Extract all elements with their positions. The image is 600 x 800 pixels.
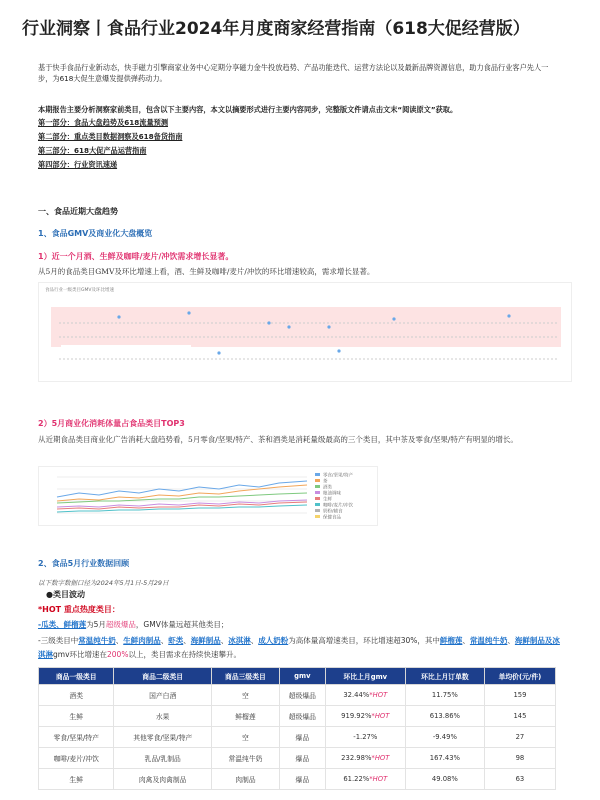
table-header: 商品一级类目	[39, 668, 114, 685]
table-cell: 爆品	[279, 769, 325, 790]
line1-super: 超级爆品	[105, 620, 136, 629]
toc-item-1[interactable]: 第一部分：食品大盘趋势及618流量预测	[38, 118, 169, 127]
table-cell: -1.27%	[325, 727, 405, 748]
subsection-heading-2: 2、食品5月行业数据回顾	[38, 559, 130, 568]
table-cell: 爆品	[279, 727, 325, 748]
line2-link[interactable]: 鲜榴莲	[439, 636, 463, 645]
table-cell: 63	[484, 769, 555, 790]
hot-tag: *HOT	[371, 712, 390, 720]
table-cell: 49.08%	[405, 769, 484, 790]
table-header: gmv	[279, 668, 325, 685]
chart1-point	[117, 315, 120, 318]
table-cell: 145	[484, 706, 555, 727]
table-cell: 生鲜	[39, 706, 114, 727]
section-heading-1: 一、食品近期大盘趋势	[38, 207, 118, 216]
chart2-legend-label: 粮油调味	[323, 491, 341, 497]
line2-link[interactable]: 常温纯牛奶	[469, 636, 508, 645]
point-heading-1: 1）近一个月酒、生鲜及咖啡/麦片/冲饮需求增长显著。	[38, 252, 234, 261]
intro-paragraph: 基于快手食品行业新动态，快手磁力引擎商家业务中心定期分享磁力金牛投放趋势、产品功能迭代、运营方法论以及最新品牌资源信息，助力食品行业客户先人一步，为618大促生意爆发提供弹药动力。	[38, 63, 549, 83]
table-cell: 其他零食/坚果/特产	[114, 727, 212, 748]
hot-line-1	[38, 619, 228, 630]
table-header: 商品三级类目	[211, 668, 279, 685]
chart1-point	[287, 325, 290, 328]
chart2-legend-swatch	[315, 479, 320, 482]
chart2-legend-label: 奶粉/辅食	[323, 509, 343, 515]
table-cell: 鲜榴莲	[211, 706, 279, 727]
chart2-legend-swatch	[315, 515, 320, 518]
chart2-legend-label: 保健食品	[323, 515, 341, 521]
table-header: 环比上月gmv	[325, 668, 405, 685]
table-cell: 空	[211, 727, 279, 748]
table-cell: 肉禽及肉禽制品	[114, 769, 212, 790]
table-cell: 32.44%*HOT	[325, 685, 405, 706]
table-cell: 乳品/乳制品	[114, 748, 212, 769]
hot-tag: *HOT	[369, 691, 388, 699]
table-cell: 232.98%*HOT	[325, 748, 405, 769]
table-cell: 零食/坚果/特产	[39, 727, 114, 748]
chart2-legend-swatch	[315, 503, 320, 506]
page-title: 行业洞察丨食品行业2024年月度商家经营指南（618大促经营版）	[22, 19, 530, 39]
table-header: 环比上月订单数	[405, 668, 484, 685]
line2-prefix: -三级类目中	[38, 636, 79, 645]
line2-text: gmv环比增速在	[53, 650, 108, 659]
table-cell: 159	[484, 685, 555, 706]
line2-link[interactable]: 虾类	[168, 636, 184, 645]
table-cell: 919.92%*HOT	[325, 706, 405, 727]
line2-link[interactable]: 成人奶粉	[258, 636, 289, 645]
table-row	[39, 769, 556, 790]
chart2-legend-swatch	[315, 491, 320, 494]
table-cell: 爆品	[279, 748, 325, 769]
line1-text-end: ，GMV体量远超其他类目；	[135, 620, 229, 629]
table-cell: 肉制品	[211, 769, 279, 790]
category-data-table	[38, 667, 556, 790]
hot-category-heading: *HOT 重点热度类目：	[38, 605, 120, 614]
line2-link[interactable]: 冰淇淋	[228, 636, 251, 645]
chart2-legend-swatch	[315, 473, 320, 476]
point-heading-2: 2）5月商业化消耗体量占食品类目TOP3	[38, 419, 185, 428]
chart2-series-line	[57, 502, 307, 509]
chart1-point	[392, 317, 395, 320]
chart2-legend-swatch	[315, 509, 320, 512]
hot-tag: *HOT	[369, 775, 388, 783]
line1-text: 为5月	[86, 620, 106, 629]
table-row	[39, 706, 556, 727]
line2-link[interactable]: 常温纯牛奶	[78, 636, 116, 645]
table-cell: 613.86%	[405, 706, 484, 727]
date-note: 以下数字数据口径为2024年5月1日-5月29日	[38, 579, 169, 587]
table-cell: 超级爆品	[279, 706, 325, 727]
table-cell: 水果	[114, 706, 212, 727]
chart2-legend	[315, 472, 354, 521]
line2-end: 以上，类目需求在持续快速攀升。	[128, 650, 241, 659]
chart1-point	[187, 311, 190, 314]
chart2-legend-swatch	[315, 485, 320, 488]
table-header: 单均价(元/件)	[484, 668, 555, 685]
hot-line-2: -三级类目中常温纯牛奶、生鲜肉制品、虾类、海鲜制品、冰淇淋、成人奶粉为高体量高增速类目，环比增速超30%，其中鲜榴莲、常温纯牛奶、海鲜制品及冰淇淋gmv环比增速在200%以上，类目需求在持续快速攀升。	[38, 636, 560, 659]
toc-item-3[interactable]: 第三部分：618大促产品运营指南	[38, 146, 147, 155]
paragraph-1: 从5月的食品类目GMV及环比增速上看，酒、生鲜及咖啡/麦片/冲饮的环比增速较高，需求增长显著。	[38, 267, 375, 276]
table-cell: 常温纯牛奶	[211, 748, 279, 769]
paragraph-2: 从近期食品类目商业化广告消耗大盘趋势看，5月零食/坚果/特产、茶和酒类是消耗量级最高的三个类目，其中茶及零食/坚果/特产有明显的增长。	[38, 435, 518, 444]
table-cell: 167.43%	[405, 748, 484, 769]
table-cell: 98	[484, 748, 555, 769]
line2-percent: 200%	[107, 650, 129, 659]
hot-tag: *HOT	[371, 754, 390, 762]
notice-paragraph: 本期报告主要分析洞察家前类目，包含以下主要内容，本文以摘要形式进行主要内容同步，完整版文件请点击文末“阅读原文”获取。	[38, 105, 458, 114]
chart1-gap	[61, 345, 191, 375]
table-row	[39, 748, 556, 769]
line2-link[interactable]: 海鲜制品及冰淇淋	[38, 636, 560, 659]
table-cell: 空	[211, 685, 279, 706]
table-cell: 咖啡/麦片/冲饮	[39, 748, 114, 769]
table-header: 商品二级类目	[114, 668, 212, 685]
line2-link[interactable]: 生鲜肉制品	[123, 636, 161, 645]
toc-item-4[interactable]: 第四部分：行业资讯速递	[38, 160, 118, 169]
line2-mid: 为高体量高增速类目，环比增速超30%，其中	[288, 636, 440, 645]
table-row	[39, 685, 556, 706]
hot-link-durian[interactable]: -瓜类、鲜榴莲	[38, 620, 87, 629]
chart1-highlight-band	[51, 307, 561, 347]
table-cell: 国产白酒	[114, 685, 212, 706]
chart2-legend-label: 零食/坚果/特产	[323, 473, 354, 479]
gmv-chart-svg	[39, 283, 573, 383]
table-cell: -9.49%	[405, 727, 484, 748]
table-header-row	[39, 668, 556, 685]
chart2-legend-label: 酒类	[323, 485, 332, 491]
chart1-point	[327, 325, 330, 328]
toc-item-2[interactable]: 第二部分：重点类目数据洞察及618备货指南	[38, 132, 183, 141]
table-cell: 生鲜	[39, 769, 114, 790]
category-fluctuation-bullet: ●类目波动	[46, 590, 85, 599]
chart1-point	[217, 351, 220, 354]
table-cell: 超级爆品	[279, 685, 325, 706]
chart2-legend-label: 生鲜	[323, 497, 332, 503]
table-row	[39, 727, 556, 748]
gmv-chart-title: 食品行业一级类目GMV及环比增速	[45, 288, 114, 293]
subsection-heading-1: 1、食品GMV及商业化大盘概览	[38, 229, 153, 238]
table-cell: 27	[484, 727, 555, 748]
chart1-point	[507, 314, 510, 317]
chart2-legend-label: 茶	[323, 479, 328, 485]
gmv-chart	[38, 282, 572, 382]
chart1-point	[267, 321, 270, 324]
chart1-point	[337, 349, 340, 352]
ad-consumption-chart-svg	[39, 467, 379, 527]
ad-consumption-chart	[38, 466, 378, 526]
chart2-legend-label: 咖啡/麦片/冲饮	[323, 503, 354, 509]
line2-link[interactable]: 海鲜制品	[190, 636, 221, 645]
chart2-legend-swatch	[315, 497, 320, 500]
table-cell: 酒类	[39, 685, 114, 706]
table-cell: 61.22%*HOT	[325, 769, 405, 790]
table-cell: 11.75%	[405, 685, 484, 706]
